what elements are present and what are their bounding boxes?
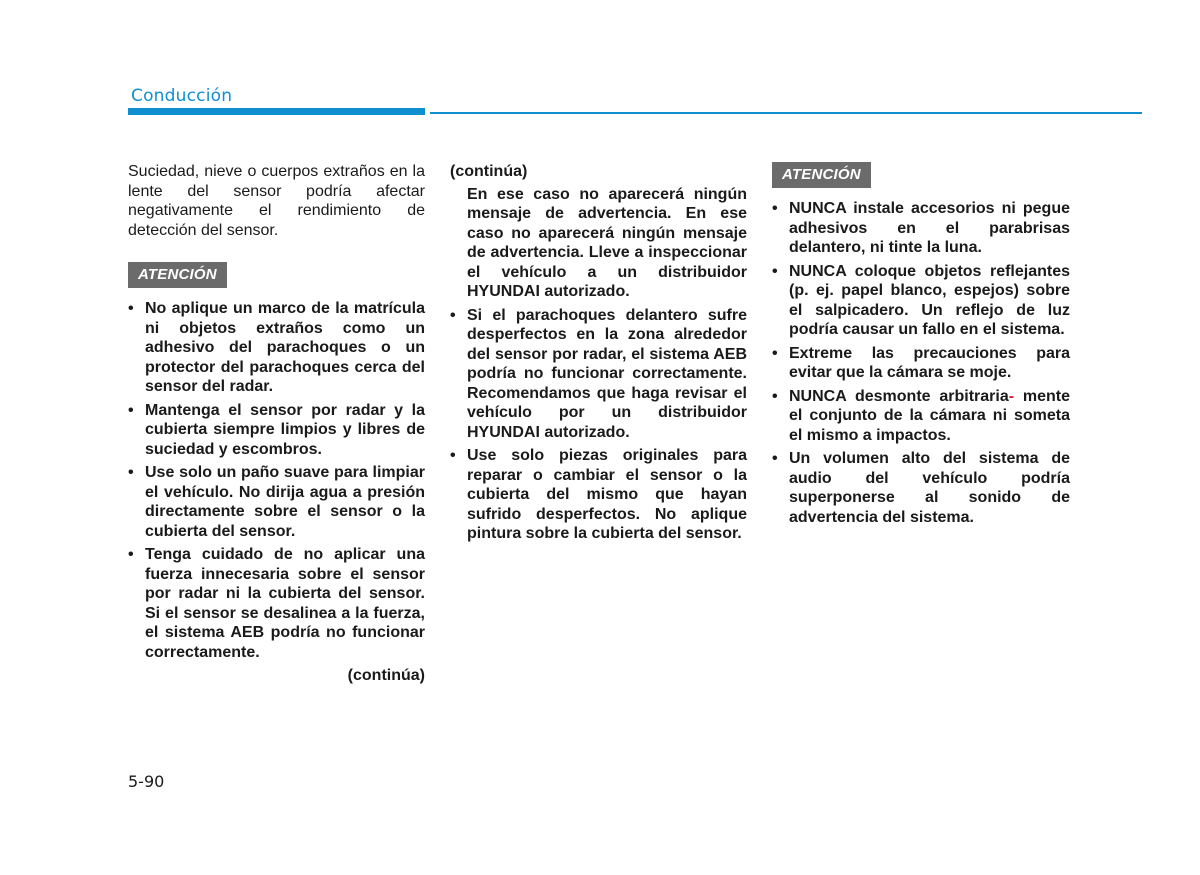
attention-badge: ATENCIÓN: [772, 162, 871, 188]
continues-label: (continúa): [347, 667, 425, 684]
column-1: [128, 162, 425, 686]
list-item: • No aplique un marco de la matrícula ni objetos extraños como un adhesivo del parachoques o un protector del parachoques cerca del sensor del radar.: [128, 299, 425, 397]
list-item: • Un volumen alto del sistema de audio del vehículo podría superponerse al sonido de advertencia del sistema.: [772, 449, 1070, 527]
warning-list: [128, 299, 425, 662]
list-item: • Use solo un paño suave para limpiar el vehículo. No dirija agua a presión directamente sobre el sensor o la cubierta del sensor.: [128, 463, 425, 541]
list-item-text: mente el conjunto de la cámara ni someta el mismo a impactos.: [789, 387, 1070, 444]
list-item: • NUNCA instale accesorios ni pegue adhesivos en el parabrisas delantero, ni tinte la luna.: [772, 199, 1070, 258]
column-3: [772, 162, 1070, 531]
page-number: 5-90: [128, 772, 165, 791]
list-item-text: NUNCA desmonte arbitraria: [789, 387, 1009, 405]
list-item: • Tenga cuidado de no aplicar una fuerza innecesaria sobre el sensor por radar ni la cubierta del sensor. Si el sensor se desalinea a la fuerza, el sistema AEB podría no funcionar correctamente.: [128, 545, 425, 662]
intro-paragraph: Suciedad, nieve o cuerpos extraños en la lente del sensor podría afectar negativamente el rendimiento de detección del sensor.: [128, 163, 425, 239]
section-title: Conducción: [131, 86, 233, 106]
list-item: • NUNCA coloque objetos reflejantes (p. ej. papel blanco, espejos) sobre el salpicadero. Un reflejo de luz podría causar un fallo en el sistema.: [772, 262, 1070, 340]
list-item: • Si el parachoques delantero sufre desperfectos en la zona alrededor del sensor por radar, el sistema AEB podría no funcionar correctamente. Recomendamos que haga revisar el vehículo por un distribuidor HYUNDAI autorizado.: [450, 306, 747, 443]
warning-list: [772, 199, 1070, 527]
list-item: • Mantenga el sensor por radar y la cubierta siempre limpios y libres de suciedad y escombros.: [128, 401, 425, 460]
continued-label: (continúa): [450, 163, 528, 180]
list-item: • Use solo piezas originales para reparar o cambiar el sensor o la cubierta del mismo que hayan sufrido desperfectos. No aplique pintura sobre la cubierta del sensor.: [450, 446, 747, 544]
list-item: [772, 387, 1070, 446]
attention-badge: ATENCIÓN: [128, 262, 227, 288]
warning-list: [450, 306, 747, 544]
header-rule-thin: [430, 112, 1142, 114]
list-item: • Extreme las precauciones para evitar que la cámara se moje.: [772, 344, 1070, 383]
column-2: [450, 162, 747, 548]
header-rule-thick: [128, 108, 425, 115]
hyphen-mark: -: [1008, 387, 1015, 405]
continued-paragraph: En ese caso no aparecerá ningún mensaje de advertencia. En ese caso no aparecerá ningún mensaje de advertencia. Lleve a inspeccionar el vehículo a un distribuidor HYUNDAI autorizado.: [467, 185, 747, 300]
